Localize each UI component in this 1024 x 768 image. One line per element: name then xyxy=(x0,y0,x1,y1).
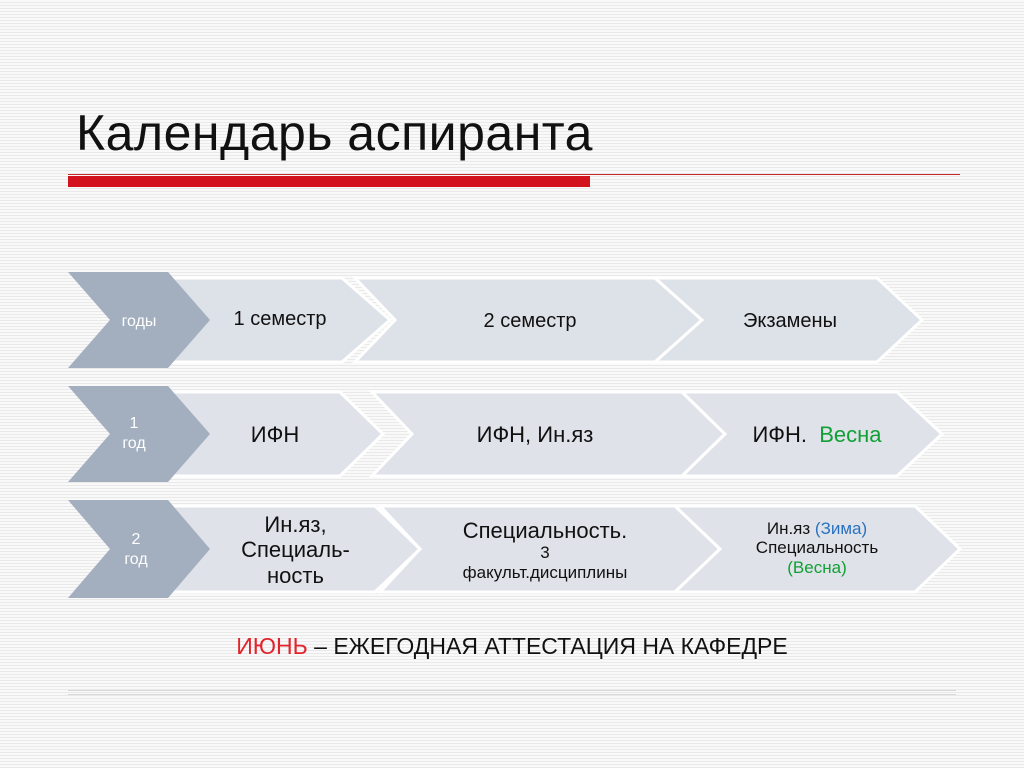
year1-exams-main: ИФН. xyxy=(752,422,807,448)
header-row xyxy=(0,270,1024,370)
year1-exams xyxy=(722,420,912,450)
year2-1semester-line2: Специаль- xyxy=(241,537,350,563)
footer-divider-top xyxy=(68,690,956,691)
year2-exams-lang: Ин.яз xyxy=(766,518,811,538)
year2-1semester xyxy=(208,508,383,592)
year2-2semester-line1: Специальность. xyxy=(462,517,628,543)
year2-exams-line2: Специальность xyxy=(755,538,879,558)
header-exams: Экзамены xyxy=(743,309,837,332)
attestation-note xyxy=(0,633,1024,660)
year1-2semester: ИФН, Ин.яз xyxy=(476,422,594,448)
year2-1semester-line1: Ин.яз, xyxy=(264,512,327,538)
year1-1semester: ИФН xyxy=(250,422,300,448)
title-underline-accent xyxy=(68,176,590,187)
slide-title: Календарь аспиранта xyxy=(76,105,593,161)
year2-label xyxy=(106,530,166,570)
year1-word: год xyxy=(122,435,146,452)
year2-exams-line1 xyxy=(767,519,867,539)
attestation-text: – ЕЖЕГОДНАЯ АТТЕСТАЦИЯ НА КАФЕДРЕ xyxy=(307,633,788,659)
footer-divider-bottom xyxy=(68,694,956,695)
year2-number: 2 xyxy=(131,531,141,548)
year2-word: год xyxy=(124,551,148,568)
year1-exams-season: Весна xyxy=(819,422,882,448)
year1-row xyxy=(0,384,1024,484)
header-2semester: 2 семестр xyxy=(483,309,577,332)
year2-exams-line3: (Весна) xyxy=(787,557,847,577)
header-years-label: годы xyxy=(121,313,157,330)
year2-row xyxy=(0,498,1024,600)
attestation-month: ИЮНЬ xyxy=(236,633,308,659)
year1-label xyxy=(104,414,164,454)
year2-2semester-line3: факульт.дисциплины xyxy=(462,562,628,582)
title-underline-thin xyxy=(68,174,960,175)
year1-number: 1 xyxy=(129,415,139,432)
year2-exams xyxy=(712,512,922,584)
year2-2semester xyxy=(420,512,670,588)
year2-2semester-line2: 3 xyxy=(540,543,550,563)
year2-1semester-line3: ность xyxy=(267,562,324,588)
year2-exams-winter: (Зима) xyxy=(814,518,868,538)
header-1semester: 1 семестр xyxy=(233,307,327,330)
